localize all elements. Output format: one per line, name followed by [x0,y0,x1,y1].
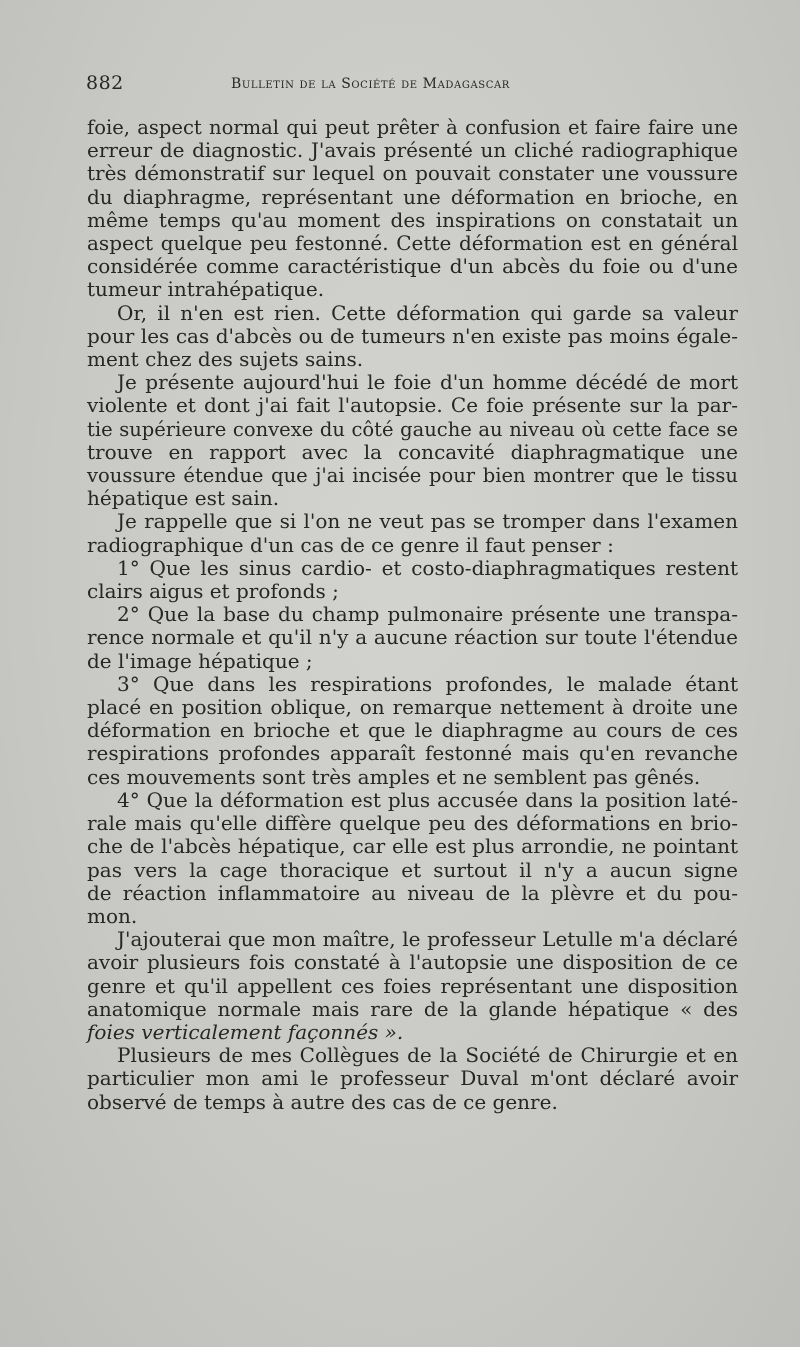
text-line: trouve en rapport avec la concavité diaphragmatique une [87,439,738,464]
paragraph [87,673,738,789]
paragraph [87,789,738,928]
text-line: particulier mon ami le professeur Duval m'ont déclaré avoir [87,1066,738,1091]
text-line: foies verticalement façonnés ». [87,1019,404,1044]
text-line: du diaphragme, représentant une déformation en brioche, en [87,184,738,209]
text-line: 3° Que dans les respirations profondes, le malade étant [117,671,738,696]
text-line: clairs aigus et profonds ; [87,579,339,604]
text-line: Or, il n'en est rien. Cette déformation qui garde sa valeur [117,300,738,325]
text-line: ces mouvements sont très amples et ne semblent pas gênés. [87,764,701,789]
page-header [86,72,606,102]
text-line: foie, aspect normal qui peut prêter à confusion et faire faire une [87,116,738,139]
text-line: pour les cas d'abcès ou de tumeurs n'en existe pas moins égale- [87,323,738,348]
text-line: aspect quelque peu festonné. Cette déformation est en général [87,231,738,256]
paragraph [87,302,738,372]
text-line: respirations profondes apparaît festonné mais qu'en revanche [87,741,738,766]
text-line: ment chez des sujets sains. [87,347,364,372]
paragraph [87,603,738,673]
text-line: observé de temps à autre des cas de ce genre. [87,1089,558,1114]
text-line: de l'image hépatique ; [87,648,313,673]
text-line: 1° Que les sinus cardio- et costo-diaphragmatiques restent [117,555,738,580]
text-line: J'ajouterai que mon maître, le professeur Letulle m'a déclaré [117,927,738,952]
text-line: 2° Que la base du champ pulmonaire présente une transpa- [117,602,738,627]
text-line: erreur de diagnostic. J'avais présenté un cliché radiographique [87,138,738,163]
text-line: avoir plusieurs fois constaté à l'autopsie une disposition de ce [87,950,738,975]
text-line: radiographique d'un cas de ce genre il faut penser : [87,532,614,557]
text-line: déformation en brioche et que le diaphragme au cours de ces [87,718,738,743]
text-line: rale mais qu'elle diffère quelque peu des déformations en brio- [87,811,738,836]
text-line: tie supérieure convexe du côté gauche au niveau où cette face se [87,417,738,441]
paragraph [87,116,738,302]
text-line: hépatique est sain. [87,486,280,511]
text-line: très démonstratif sur lequel on pouvait constater une voussure [87,161,738,186]
running-title: Bulletin de la Société de Madagascar [231,76,510,92]
text-line: voussure étendue que j'ai incisée pour bien montrer que le tissu [87,464,738,488]
text-line: tumeur intrahépatique. [87,277,325,302]
text-line: considérée comme caractéristique d'un abcès du foie ou d'une [87,254,738,279]
paragraph [87,371,738,510]
paragraph [87,1044,738,1114]
page-number: 882 [86,72,124,94]
text-line: che de l'abcès hépatique, car elle est plus arrondie, ne pointant [87,834,738,859]
text-line: même temps qu'au moment des inspirations on constatait un [87,207,738,232]
paragraph [87,510,738,556]
text-line: anatomique normale mais rare de la glande hépatique « des [87,996,738,1021]
body-text [87,116,738,1114]
text-line: genre et qu'il appellent ces foies représentant une disposition [87,973,738,998]
text-line: placé en position oblique, on remarque nettement à droite une [87,695,738,720]
text-line: violente et dont j'ai fait l'autopsie. Ce foie présente sur la par- [87,393,738,418]
text-line: rence normale et qu'il n'y a aucune réaction sur toute l'étendue [87,625,738,650]
text-line: pas vers la cage thoracique et surtout il n'y a aucun signe [87,857,738,882]
text-line: Plusieurs de mes Collègues de la Société de Chirurgie et en [117,1043,738,1068]
text-line: mon. [87,903,138,928]
paragraph [87,557,738,603]
text-line: de réaction inflammatoire au niveau de la plèvre et du pou- [87,880,738,905]
text-line: 4° Que la déformation est plus accusée dans la position laté- [117,787,738,812]
paragraph [87,928,738,1044]
text-line: Je rappelle que si l'on ne veut pas se tromper dans l'examen [117,509,738,534]
text-line: Je présente aujourd'hui le foie d'un homme décédé de mort [117,370,738,395]
